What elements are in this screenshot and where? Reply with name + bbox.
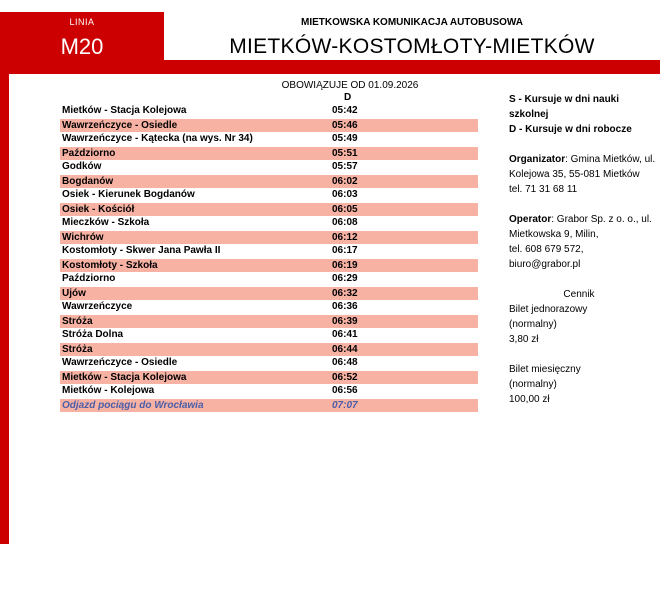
timetable-row: [60, 216, 478, 230]
departure-time: 05:57: [332, 160, 478, 174]
stop-name: Godków: [60, 160, 332, 174]
departure-time: 05:42: [332, 104, 478, 118]
departure-time: 06:19: [332, 258, 478, 272]
header-red-bar: [164, 60, 660, 74]
stop-name: Stróża: [60, 342, 332, 356]
timetable: [60, 91, 478, 412]
stop-name: Mieczków - Szkoła: [60, 216, 332, 230]
operator-block: [509, 212, 659, 272]
operator-tel: tel. 608 679 572,: [509, 244, 584, 255]
departure-time: 06:17: [332, 244, 478, 258]
organizer-label: Organizator: [509, 154, 566, 165]
departure-time: 05:49: [332, 132, 478, 146]
line-number: M20: [60, 34, 104, 59]
departure-time: 06:08: [332, 216, 478, 230]
timetable-row: [60, 370, 478, 384]
timetable-row: [60, 244, 478, 258]
legend-s: S - Kursuje w dni nauki szkolnej: [509, 94, 620, 120]
stop-name: Wawrzeńczyce: [60, 300, 332, 314]
ticket-single-price: 3,80 zł: [509, 334, 539, 345]
line-badge: [0, 12, 164, 74]
stop-name: Ujów: [60, 286, 332, 300]
timetable-row: [60, 230, 478, 244]
ticket-monthly: Bilet miesięczny: [509, 364, 581, 375]
price-block: [509, 287, 659, 407]
departure-time: 06:12: [332, 230, 478, 244]
column-header: D: [344, 92, 352, 103]
timetable-row: [60, 160, 478, 174]
timetable-row: [60, 174, 478, 188]
operator-label: Operator: [509, 214, 552, 225]
organizer-text: : Gmina Mietków, ul. Kolejowa 35, 55-081 Mietków: [509, 154, 656, 180]
stop-name: Mietków - Kolejowa: [60, 384, 332, 398]
stop-name: Wawrzeńczyce - Osiedle: [60, 118, 332, 132]
timetable-row: [60, 146, 478, 160]
stop-name: Wawrzeńczyce - Osiedle: [60, 356, 332, 370]
timetable-row: [60, 356, 478, 370]
side-panel: [509, 92, 659, 407]
ticket-monthly-price: 100,00 zł: [509, 394, 550, 405]
departure-time: 06:48: [332, 356, 478, 370]
timetable-row: [60, 314, 478, 328]
timetable-row: [60, 300, 478, 314]
route-title: MIETKÓW-KOSTOMŁOTY-MIETKÓW: [229, 35, 595, 58]
train-time: 07:07: [332, 398, 478, 412]
departure-time: 06:41: [332, 328, 478, 342]
stop-name: Osiek - Kościół: [60, 202, 332, 216]
departure-time: 06:39: [332, 314, 478, 328]
operator-email: biuro@grabor.pl: [509, 259, 581, 270]
left-red-bar: [0, 74, 9, 544]
ticket-single-type: (normalny): [509, 319, 557, 330]
departure-time: 06:02: [332, 174, 478, 188]
price-title: Cennik: [563, 289, 595, 300]
organizer-block: [509, 152, 659, 197]
stop-name: Wichrów: [60, 230, 332, 244]
stop-name: Osiek - Kierunek Bogdanów: [60, 188, 332, 202]
ticket-monthly-type: (normalny): [509, 379, 557, 390]
line-label: LINIA: [69, 17, 95, 27]
timetable-row: [60, 132, 478, 146]
timetable-row: [60, 272, 478, 286]
timetable-row: [60, 118, 478, 132]
departure-time: 06:29: [332, 272, 478, 286]
stop-name: Paździorno: [60, 272, 332, 286]
departure-time: 06:05: [332, 202, 478, 216]
departure-time: 06:03: [332, 188, 478, 202]
legend-d: D - Kursuje w dni robocze: [509, 124, 632, 135]
timetable-row: [60, 342, 478, 356]
stop-name: Kostomłoty - Szkoła: [60, 258, 332, 272]
ticket-single: Bilet jednorazowy: [509, 304, 588, 315]
operator-name: MIETKOWSKA KOMUNIKACJA AUTOBUSOWA: [300, 17, 524, 28]
stop-name: Mietków - Stacja Kolejowa: [60, 104, 332, 118]
timetable-row: [60, 328, 478, 342]
departure-time: 06:56: [332, 384, 478, 398]
departure-time: 06:52: [332, 370, 478, 384]
stop-name: Stróża Dolna: [60, 328, 332, 342]
timetable-row: [60, 188, 478, 202]
timetable-row: [60, 258, 478, 272]
organizer-tel: tel. 71 31 68 11: [509, 184, 578, 195]
stop-name: Stróża: [60, 314, 332, 328]
timetable-row: [60, 104, 478, 118]
operator-text: : Grabor Sp. z o. o., ul. Mietkowska 9, Milin,: [509, 214, 652, 240]
departure-time: 05:51: [332, 146, 478, 160]
timetable-row: [60, 202, 478, 216]
stop-name: Wawrzeńczyce - Kątecka (na wys. Nr 34): [60, 132, 332, 146]
stop-name: Mietków - Stacja Kolejowa: [60, 370, 332, 384]
timetable-row: [60, 384, 478, 398]
train-note: Odjazd pociągu do Wrocławia: [60, 398, 332, 412]
stop-name: Bogdanów: [60, 174, 332, 188]
departure-time: 05:46: [332, 118, 478, 132]
departure-time: 06:44: [332, 342, 478, 356]
valid-from: OBOWIĄZUJE OD 01.09.2026: [281, 80, 419, 91]
stop-name: Paździorno: [60, 146, 332, 160]
departure-time: 06:32: [332, 286, 478, 300]
timetable-row: [60, 286, 478, 300]
departure-time: 06:36: [332, 300, 478, 314]
stop-name: Kostomłoty - Skwer Jana Pawła II: [60, 244, 332, 258]
train-departure-row: [60, 398, 478, 412]
